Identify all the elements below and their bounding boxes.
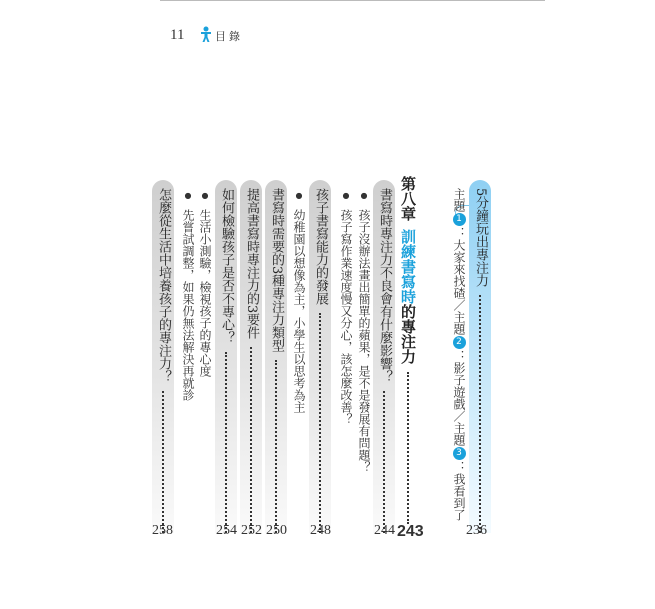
page-number: 236 xyxy=(466,523,487,538)
dot-leader xyxy=(407,372,409,524)
bullet-item xyxy=(289,186,309,413)
chapter-number: 第八章 xyxy=(399,176,417,221)
page-number: 250 xyxy=(266,523,287,538)
number-badge: 1 xyxy=(453,213,466,226)
bullet-item xyxy=(354,186,374,473)
entry-title: 孩子書寫能力的發展 xyxy=(313,188,328,305)
page-number: 248 xyxy=(310,523,331,538)
chapter-rest: 的專注力 xyxy=(399,304,417,364)
bullet-text: 孩子寫作業速度慢又分心，該怎麼改善？ xyxy=(339,209,353,425)
dot-leader xyxy=(383,391,385,533)
header-page-number: 11 xyxy=(170,27,185,43)
subtitle-text: ：我看到了 xyxy=(452,461,466,521)
bullet-text: 先嘗試調整，如果仍無法解決再就診 xyxy=(181,209,195,401)
toc-entry-warmup[interactable] xyxy=(469,180,491,533)
chapter-title[interactable] xyxy=(398,176,418,524)
person-icon xyxy=(200,26,212,42)
dot-leader xyxy=(162,391,164,533)
page-number: 243 xyxy=(397,523,424,540)
dot-leader xyxy=(250,347,252,533)
toc-entry[interactable] xyxy=(240,180,262,533)
bullet-icon: ● xyxy=(201,191,209,200)
toc-entry[interactable] xyxy=(265,180,287,533)
top-rule xyxy=(160,0,545,1)
page-number: 244 xyxy=(374,523,395,538)
bullet-text: 幼稚園以想像為主，小學生以思考為主 xyxy=(292,209,306,413)
bullet-item xyxy=(195,186,215,377)
toc-entry[interactable] xyxy=(215,180,237,533)
bullet-icon: ● xyxy=(342,191,350,200)
number-badge: 2 xyxy=(453,336,466,349)
page-number: 252 xyxy=(241,523,262,538)
entry-title: 提高書寫時專注力的3要件 xyxy=(244,188,259,340)
dot-leader xyxy=(319,313,321,533)
entry-title: 怎麼從生活中培養孩子的專注力？ xyxy=(156,188,171,383)
bullet-text: 生活小測驗，檢視孩子的專心度 xyxy=(198,209,212,377)
dot-leader xyxy=(225,352,227,533)
entry-title: 如何檢驗孩子是否不專心？ xyxy=(219,188,234,344)
chapter-highlight: 訓練書寫時 xyxy=(399,229,417,304)
subtitle-text: ：影子遊戲／主題 xyxy=(452,350,466,446)
header-title: 目錄 xyxy=(215,30,243,43)
dot-leader xyxy=(479,295,481,533)
toc-entry[interactable] xyxy=(152,180,174,533)
bullet-icon: ● xyxy=(184,191,192,200)
page-number: 254 xyxy=(216,523,237,538)
entry-title: 書寫時專注力不良會有什麼影響？ xyxy=(377,188,392,383)
bullet-icon: ● xyxy=(295,191,303,200)
subtitle-text: 主題 xyxy=(452,188,466,212)
entry-title: 5分鐘玩出專注力 xyxy=(473,188,488,288)
page-number: 258 xyxy=(152,523,173,538)
number-badge: 3 xyxy=(453,447,466,460)
bullet-text: 孩子沒辦法畫出簡單的蘋果，是不是發展有問題？ xyxy=(357,209,371,473)
warmup-subtitle xyxy=(449,188,469,538)
bullet-icon: ● xyxy=(360,191,368,200)
subtitle-text: ：大家來找碴／主題 xyxy=(452,227,466,335)
entry-title: 書寫時需要的3種專注力類型 xyxy=(269,188,284,353)
bullet-item xyxy=(178,186,198,401)
toc-entry[interactable] xyxy=(373,180,395,533)
toc-entry[interactable] xyxy=(309,180,331,533)
dot-leader xyxy=(275,360,277,533)
bullet-item xyxy=(336,186,356,425)
